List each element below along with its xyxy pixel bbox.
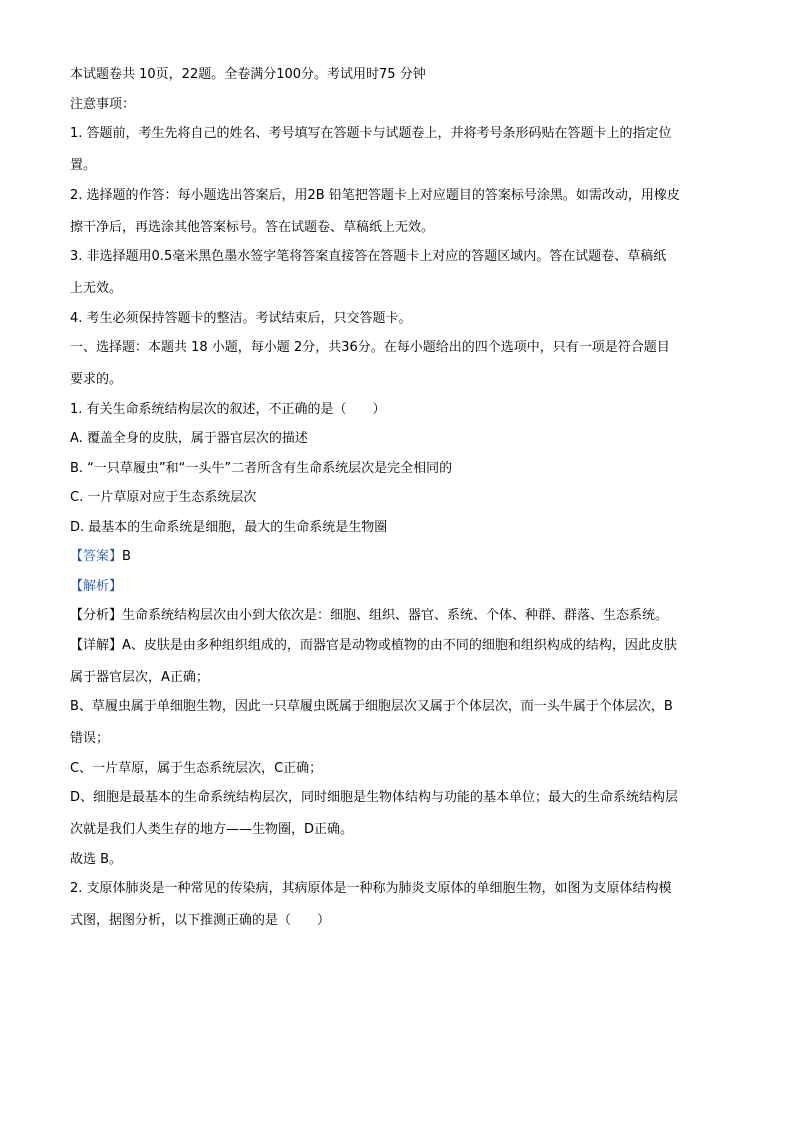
detail-d: D、细胞是最基本的生命系统结构层次，同时细胞是生物体结构与功能的基本单位；最大的生命系统结构层 <box>70 790 679 805</box>
question-1-option-c: C. 一片草原对应于生态系统层次 <box>70 490 257 505</box>
section-heading-cont: 要求的。 <box>70 372 123 387</box>
detail-a: 【详解】A、皮肤是由多种组织组成的，而器官是动物或植物的由不同的细胞和组织构成的结构，因此皮肤 <box>70 637 677 653</box>
notice-item-2-cont: 擦干净后，再选涂其他答案标号。答在试题卷、草稿纸上无效。 <box>70 219 435 235</box>
notice-item-4: 4. 考生必须保持答题卡的整洁。考试结束后，只交答题卡。 <box>70 310 412 326</box>
analysis-summary: 【分析】生命系统结构层次由小到大依次是：细胞、组织、器官、系统、个体、种群、群落、生态系统。 <box>70 608 669 623</box>
question-1-option-b: B. “一只草履虫”和“一头牛”二者所含有生命系统层次是完全相同的 <box>70 460 453 476</box>
answer-line <box>70 546 730 576</box>
answer-value: B <box>122 549 131 564</box>
question-1-stem: 1. 有关生命系统结构层次的叙述，不正确的是（ ） <box>70 401 386 417</box>
notice-item-3: 3. 非选择题用0.5毫米黑色墨水签字笔将答案直接答在答题卡上对应的答题区域内。答在试题卷、草稿纸 <box>70 249 667 264</box>
exam-info-line: 本试题卷共 10页，22题。全卷满分100分。考试用时75 分钟 <box>70 67 426 82</box>
notice-item-2: 2. 选择题的作答：每小题选出答案后，用2B 铅笔把答题卡上对应题目的答案标号涂黑。如需改动，用橡皮 <box>70 187 680 203</box>
question-2-stem: 2. 支原体肺炎是一种常见的传染病，其病原体是一种称为肺炎支原体的单细胞生物，如图为支原体结构模 <box>70 881 672 896</box>
notice-item-1: 1. 答题前，考生先将自己的姓名、考号填写在答题卡与试题卷上，并将考号条形码贴在答题卡上的指定位 <box>70 126 672 141</box>
notice-item-3-cont: 上无效。 <box>70 281 123 296</box>
notice-item-1-cont: 置。 <box>70 158 97 173</box>
detail-c: C、一片草原，属于生态系统层次，C正确； <box>70 760 323 776</box>
choose-answer: 故选 B。 <box>70 851 123 867</box>
detail-b: B、草履虫属于单细胞生物，因此一只草履虫既属于细胞层次又属于个体层次，而一头牛属于个体层次，B <box>70 699 673 714</box>
analysis-tag: 【解析】 <box>70 578 123 594</box>
question-1-option-d: D. 最基本的生命系统是细胞，最大的生命系统是生物圈 <box>70 519 388 535</box>
section-heading: 一、选择题：本题共 18 小题，每小题 2分，共36分。在每小题给出的四个选项中，只有一项是符合题目 <box>70 340 670 355</box>
notice-heading: 注意事项： <box>70 96 136 112</box>
answer-tag: 【答案】 <box>70 549 123 564</box>
document-body <box>70 64 730 940</box>
question-1-option-a: A. 覆盖全身的皮肤，属于器官层次的描述 <box>70 431 308 446</box>
analysis-line <box>70 576 730 606</box>
detail-d-cont: 次就是我们人类生存的地方——生物圈，D正确。 <box>70 822 354 837</box>
question-2-stem-cont: 式图，据图分析，以下推测正确的是（ ） <box>70 913 331 928</box>
detail-a-cont: 属于器官层次，A正确； <box>70 669 209 685</box>
detail-b-cont: 错误； <box>70 731 110 746</box>
